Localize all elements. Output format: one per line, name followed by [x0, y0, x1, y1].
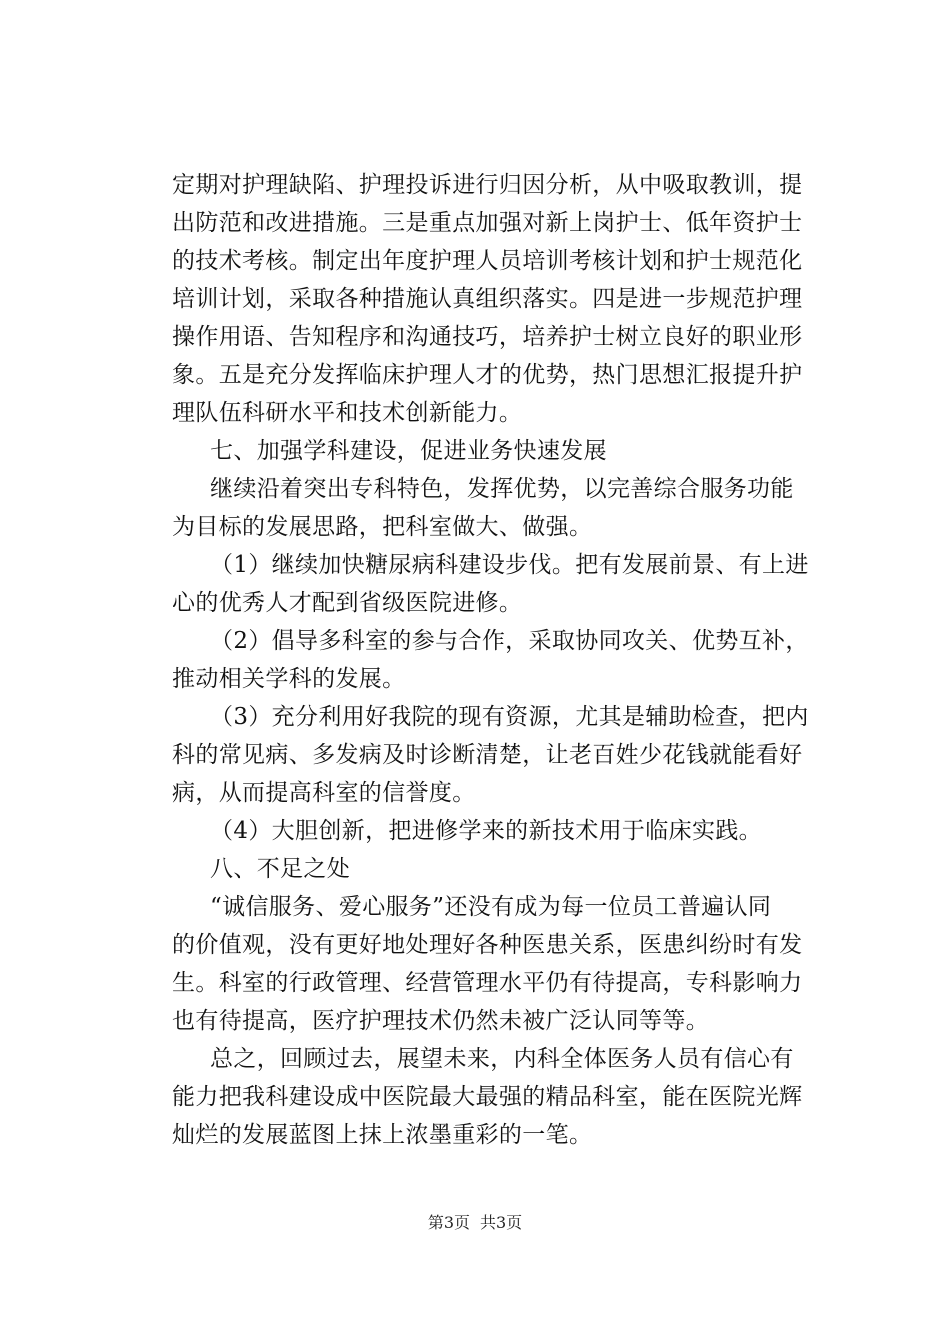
text-line: 病，从而提高科室的信誉度。: [172, 780, 476, 806]
text-line: （4）大胆创新，把进修学来的新技术用于临床实践。: [210, 818, 763, 844]
page-footer: [0, 1212, 950, 1234]
text-line: “诚信服务、爱心服务”还没有成为每一位员工普遍认同: [210, 894, 772, 920]
text-line: 理队伍科研水平和技术创新能力。: [172, 400, 523, 426]
page-total: 共3页: [480, 1213, 523, 1232]
page-number: 第3页: [427, 1213, 470, 1232]
document-body: [172, 166, 832, 1154]
text-line: 能力把我科建设成中医院最大最强的精品科室，能在医院光辉: [172, 1084, 803, 1110]
text-line: 象。五是充分发挥临床护理人才的优势，热门思想汇报提升护: [172, 362, 803, 388]
text-line: 也有待提高，医疗护理技术仍然未被广泛认同等等。: [172, 1008, 710, 1034]
text-line: 定期对护理缺陷、护理投诉进行归因分析，从中吸取教训，提: [172, 172, 803, 198]
text-line: 八、不足之处: [210, 856, 351, 882]
text-line: 心的优秀人才配到省级医院进修。: [172, 590, 523, 616]
text-line: 总之，回顾过去，展望未来，内科全体医务人员有信心有: [210, 1046, 794, 1072]
text-line: 的价值观，没有更好地处理好各种医患关系，医患纠纷时有发: [172, 932, 803, 958]
text-line: （1）继续加快糖尿病科建设步伐。把有发展前景、有上进: [210, 552, 809, 578]
text-line: （3）充分利用好我院的现有资源，尤其是辅助检查，把内: [210, 704, 809, 730]
text-line: 培训计划，采取各种措施认真组织落实。四是进一步规范护理: [172, 286, 803, 312]
text-line: 推动相关学科的发展。: [172, 666, 406, 692]
text-line: 科的常见病、多发病及时诊断清楚，让老百姓少花钱就能看好: [172, 742, 803, 768]
text-line: 出防范和改进措施。三是重点加强对新上岗护士、低年资护士: [172, 210, 803, 236]
text-line: 生。科室的行政管理、经营管理水平仍有待提高，专科影响力: [172, 970, 803, 996]
text-line: 继续沿着突出专科特色，发挥优势，以完善综合服务功能: [210, 476, 794, 502]
text-line: （2）倡导多科室的参与合作，采取协同攻关、优势互补，: [210, 628, 809, 654]
text-line: 七、加强学科建设，促进业务快速发展: [210, 438, 607, 464]
text-line: 为目标的发展思路，把科室做大、做强。: [172, 514, 593, 540]
text-line: 灿烂的发展蓝图上抹上浓墨重彩的一笔。: [172, 1122, 593, 1148]
text-line: 操作用语、告知程序和沟通技巧，培养护士树立良好的职业形: [172, 324, 803, 350]
text-line: 的技术考核。制定出年度护理人员培训考核计划和护士规范化: [172, 248, 803, 274]
